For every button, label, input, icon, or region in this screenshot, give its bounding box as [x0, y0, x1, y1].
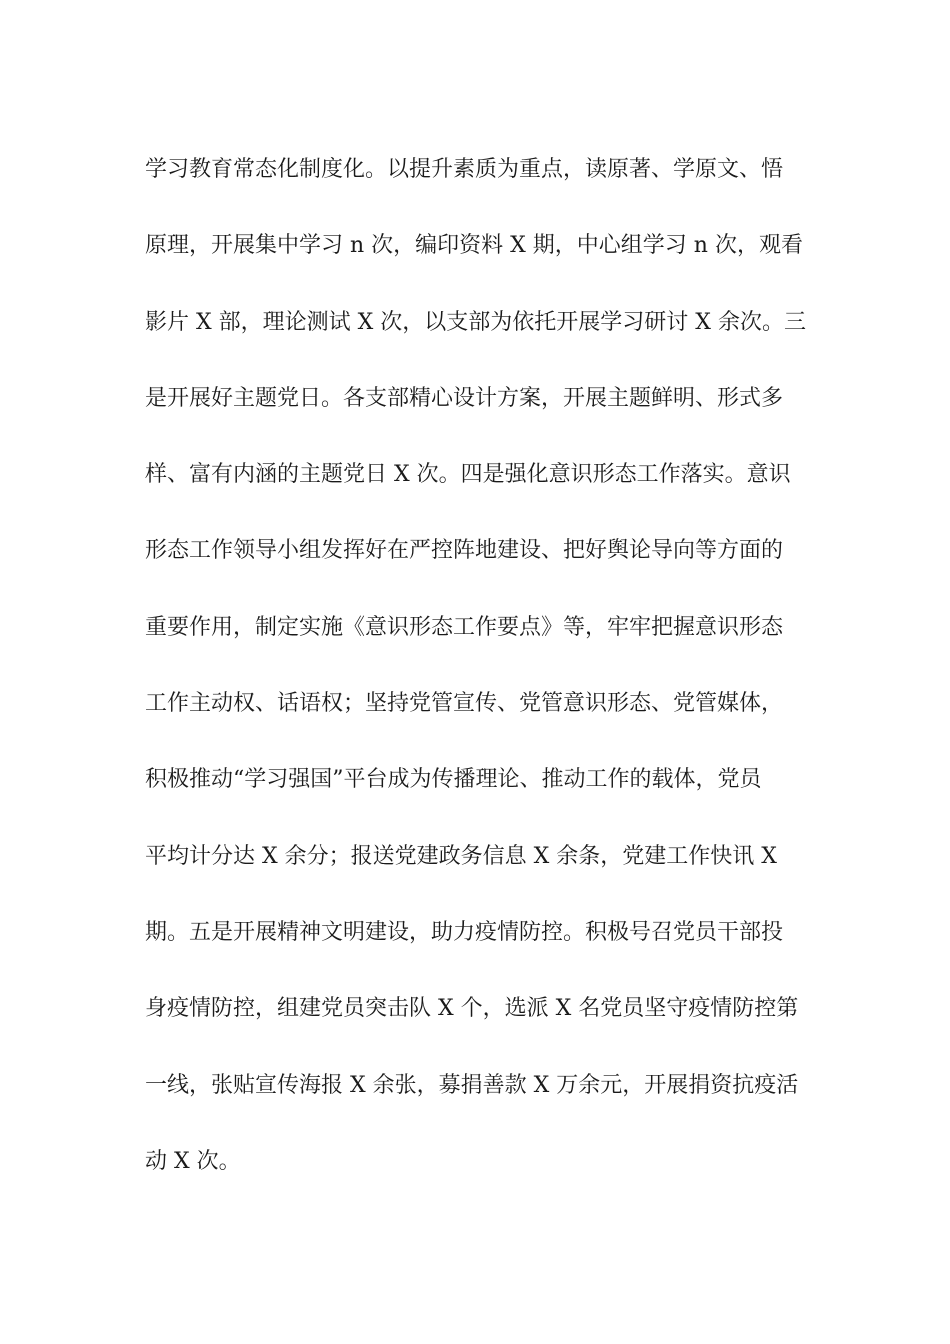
text-line: 工作主动权、话语权；坚持党管宣传、党管意识形态、党管媒体， — [145, 691, 784, 717]
text-line: 身疫情防控，组建党员突击队 X 个，选派 X 名党员坚守疫情防控第 — [145, 996, 799, 1022]
text-line: 平均计分达 X 余分；报送党建政务信息 X 余条，党建工作快讯 X — [145, 843, 777, 869]
text-line: 积极推动“学习强国”平台成为传播理论、推动工作的载体，党员 — [145, 767, 762, 793]
text-line: 重要作用，制定实施《意识形态工作要点》等，牢牢把握意识形态 — [145, 614, 784, 640]
text-line: 样、富有内涵的主题党日 X 次。四是强化意识形态工作落实。意识 — [145, 462, 791, 488]
body-paragraph — [145, 132, 805, 1200]
text-line: 期。五是开展精神文明建设，助力疫情防控。积极号召党员干部投 — [145, 919, 784, 945]
text-line: 影片 X 部，理论测试 X 次，以支部为依托开展学习研讨 X 余次。三 — [145, 309, 806, 335]
text-line: 学习教育常态化制度化。以提升素质为重点，读原著、学原文、悟 — [145, 157, 784, 182]
text-line: 形态工作领导小组发挥好在严控阵地建设、把好舆论导向等方面的 — [145, 538, 784, 564]
text-line: 动 X 次。 — [145, 1148, 241, 1174]
text-line: 一线，张贴宣传海报 X 余张，募捐善款 X 万余元，开展捐资抗疫活 — [145, 1072, 799, 1098]
text-line: 原理，开展集中学习 n 次，编印资料 X 期，中心组学习 n 次，观看 — [145, 233, 803, 259]
text-line: 是开展好主题党日。各支部精心设计方案，开展主题鲜明、形式多 — [145, 385, 784, 411]
